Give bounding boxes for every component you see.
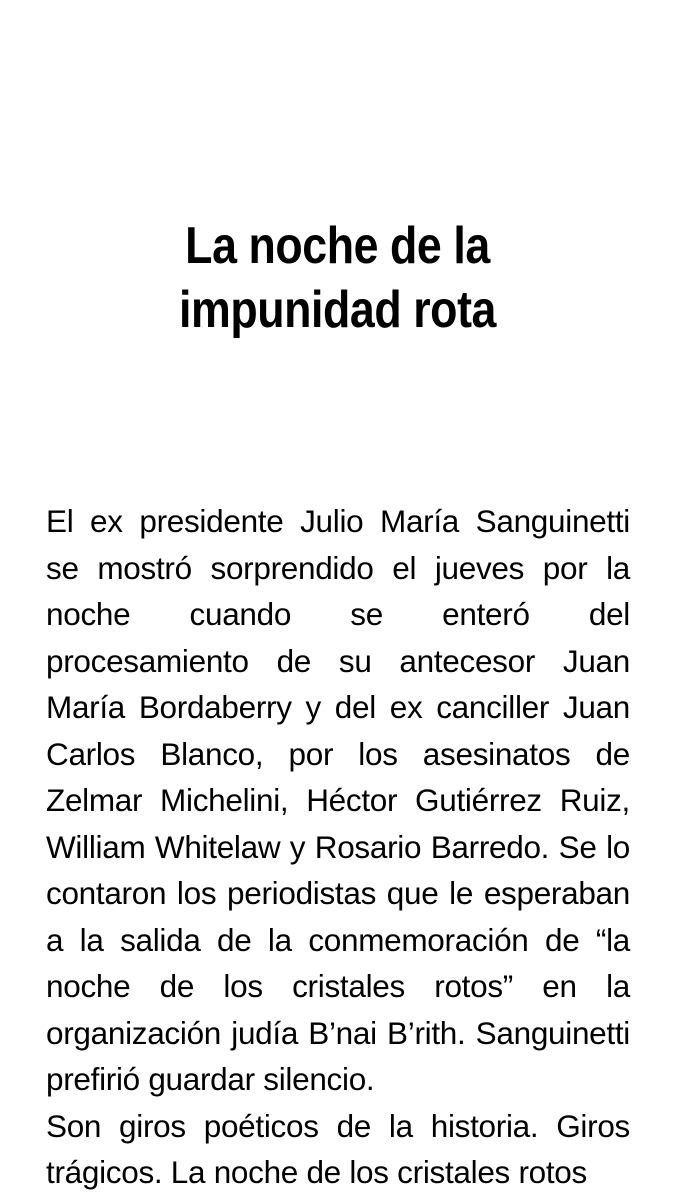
paragraph-2: Son giros poéticos de la historia. Giros trágicos. La noche de los cristales rotos xyxy=(46,1107,630,1190)
article-title xyxy=(47,214,628,342)
paragraph-1: El ex presidente Julio María Sanguinetti se mostró sorprendido el jueves por la noche cuando se enteró del procesamiento de su antecesor Juan María Bordaberry y del ex canciller Juan Carlos Blanco, por los asesinatos de Zelmar Michelini, Héctor Gutiérrez Ruiz, William Whitelaw y Rosario Barredo. Se lo contaron los periodistas que le esperaban a la salida de la conmemoración de “la noche de los cristales rotos” en la organización judía B’nai B’rith. Sanguinetti prefirió guardar silencio. xyxy=(46,503,630,1097)
title-line-2: impunidad rota xyxy=(179,281,496,339)
article-body xyxy=(46,498,630,1196)
title-line-1: La noche de la xyxy=(185,217,490,275)
